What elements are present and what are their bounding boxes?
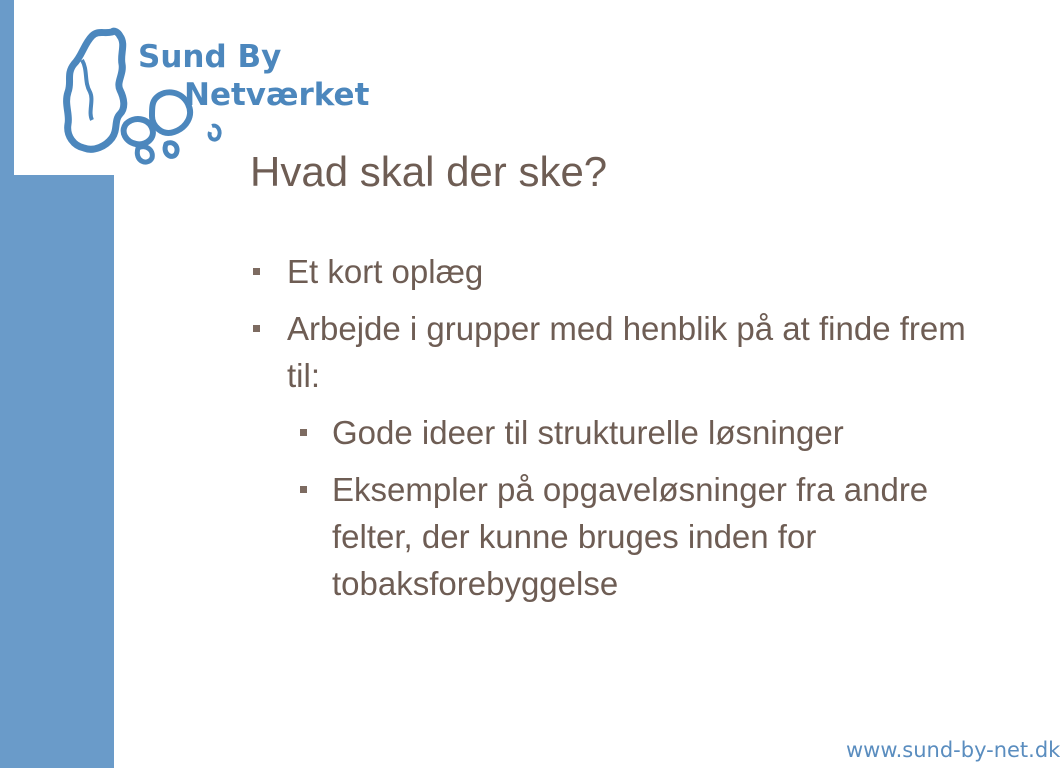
logo-text-line2: Netværket (184, 77, 370, 113)
sub-bullet-item (250, 409, 990, 456)
sub-bullet-text: Eksempler på opgaveløsninger fra andre felter, der kunne bruges inden for tobaksforebyggelse (332, 471, 929, 602)
bullet-item (250, 248, 990, 295)
bullet-list (250, 248, 990, 617)
bullet-square-icon (300, 429, 307, 436)
slide-title: Hvad skal der ske? (250, 148, 608, 195)
bullet-square-icon (253, 268, 260, 275)
bullet-item (250, 305, 990, 399)
bullet-square-icon (253, 325, 260, 332)
bullet-square-icon (300, 486, 307, 493)
logo-text-line1: Sund By (138, 39, 282, 75)
bullet-text: Et kort oplæg (287, 253, 484, 290)
sub-bullet-text: Gode ideer til strukturelle løsninger (332, 414, 844, 451)
bullet-text: Arbejde i grupper med henblik på at finde frem til: (287, 310, 966, 394)
footer-url: www.sund-by-net.dk (846, 738, 1060, 762)
sub-bullet-item (250, 466, 990, 607)
